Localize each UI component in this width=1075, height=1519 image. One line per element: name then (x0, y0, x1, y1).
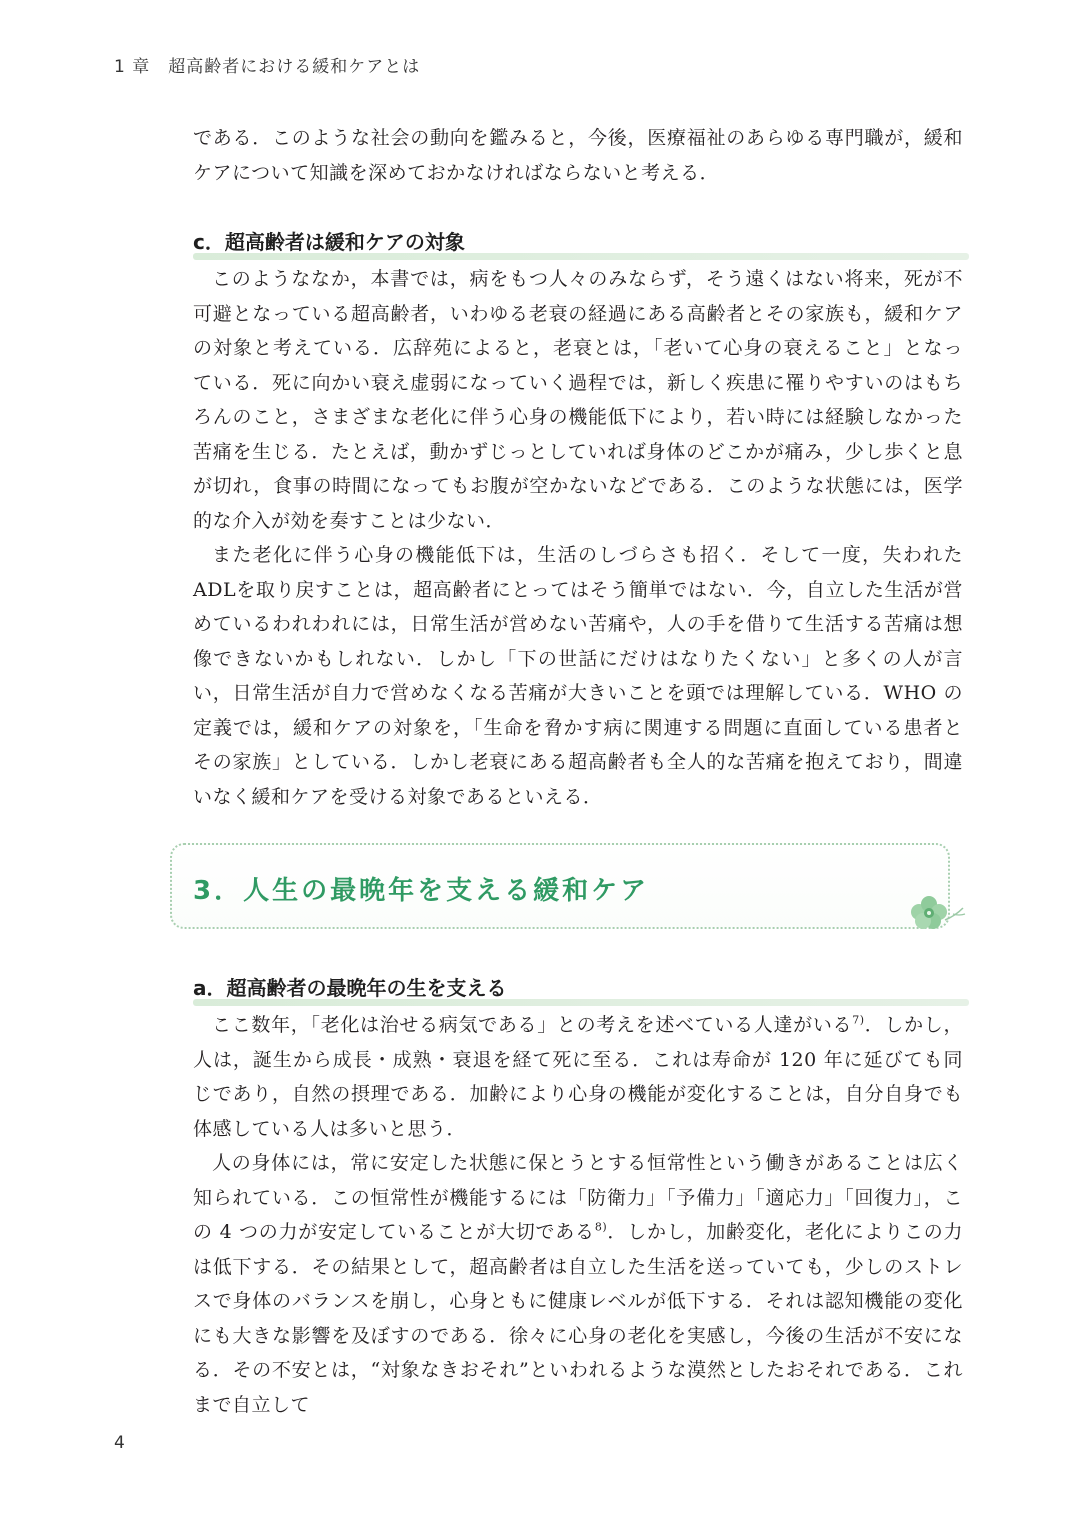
section-c-heading (193, 228, 963, 258)
section-c (193, 228, 963, 814)
section-c-paragraph-1: このようななか，本書では，病をもつ人々のみならず，そう遠くはない将来，死が不可避となっている超高齢者，いわゆる老衰の経過にある高齢者とその家族も，緩和ケアの対象と考えている．広辞苑によると，老衰とは，「老いて心身の衰えること」となっている．死に向かい衰え虚弱になっていく過程では，新しく疾患に罹りやすいのはもちろんのこと，さまざまな老化に伴う心身の機能低下により，若い時には経験しなかった苦痛を生じる．たとえば，動かずじっとしていれば身体のどこかが痛み，少し歩くと息が切れ，食事の時間になってもお腹が空かないなどである．このような状態には，医学的な介入が効を奏すことは少ない． (193, 268, 963, 532)
flower-icon (905, 890, 967, 934)
para-text: 人の身体には，常に安定した状態に保とうとする恒常性という働きがあることは広く知られている．この恒常性が機能するには「防衛力」「予備力」「適応力」「回復力」，この 4 つの力が安定していることが大切である (193, 1152, 963, 1243)
reference-marker: 7) (852, 1013, 865, 1027)
reference-marker: 8) (594, 1220, 608, 1234)
intro-block (193, 121, 963, 190)
intro-paragraph: である．このような社会の動向を鑑みると，今後，医療福祉のあらゆる専門職が，緩和ケアについて知識を深めておかなければならないと考える． (193, 127, 963, 184)
para-text: ここ数年，「老化は治せる病気である」との考えを述べている人達がいる (212, 1014, 853, 1036)
heading-underline (193, 999, 969, 1006)
section-a-paragraph-1 (193, 1008, 963, 1146)
section-a-paragraph-2 (193, 1146, 963, 1422)
section-3-title: 3．人生の最晩年を支える緩和ケア (193, 876, 650, 906)
section-c-paragraph-2: また老化に伴う心身の機能低下は，生活のしづらさも招く．そして一度，失われたADLを取り戻すことは，超高齢者にとってはそう簡単ではない．今，自立した生活が営めているわれわれには，日常生活が営めない苦痛や，人の手を借りて生活する苦痛は想像できないかもしれない．しかし「下の世話にだけはなりたくない」と多くの人が言い，日常生活が自力で営めなくなる苦痛が大きいことを頭では理解している．WHO の定義では，緩和ケアの対象を，「生命を脅かす病に関連する問題に直面している患者とその家族」としている．しかし老衰にある超高齢者も全人的な苦痛を抱えており，間違いなく緩和ケアを受ける対象であるといえる． (193, 544, 963, 808)
para-text: ．しかし，加齢変化，老化によりこの力は低下する．その結果として，超高齢者は自立した生活を送っていても，少しのストレスで身体のバランスを崩し，心身ともに健康レベルが低下する．それは認知機能の変化にも大きな影響を及ぼすのである．徐々に心身の老化を実感し，今後の生活が不安になる．その不安とは，“対象なきおそれ”といわれるような漠然としたおそれである．これまで自立して (193, 1221, 963, 1416)
heading-underline (193, 253, 969, 260)
section-a (193, 974, 963, 1422)
page-number: 4 (114, 1433, 125, 1453)
para-text: ．しかし，人は，誕生から成長・成熟・衰退を経て死に至る．これは寿命が 120 年に延びても同じであり，自然の摂理である．加齢により心身の機能が変化することは，自分自身でも体感している人は多いと思う． (193, 1014, 963, 1140)
section-c-heading-text: c．超高齢者は緩和ケアの対象 (193, 230, 465, 254)
section-a-heading (193, 974, 963, 1004)
running-header: 1 章 超高齢者における緩和ケアとは (114, 57, 421, 77)
section-a-heading-text: a．超高齢者の最晩年の生を支える (193, 976, 507, 1000)
